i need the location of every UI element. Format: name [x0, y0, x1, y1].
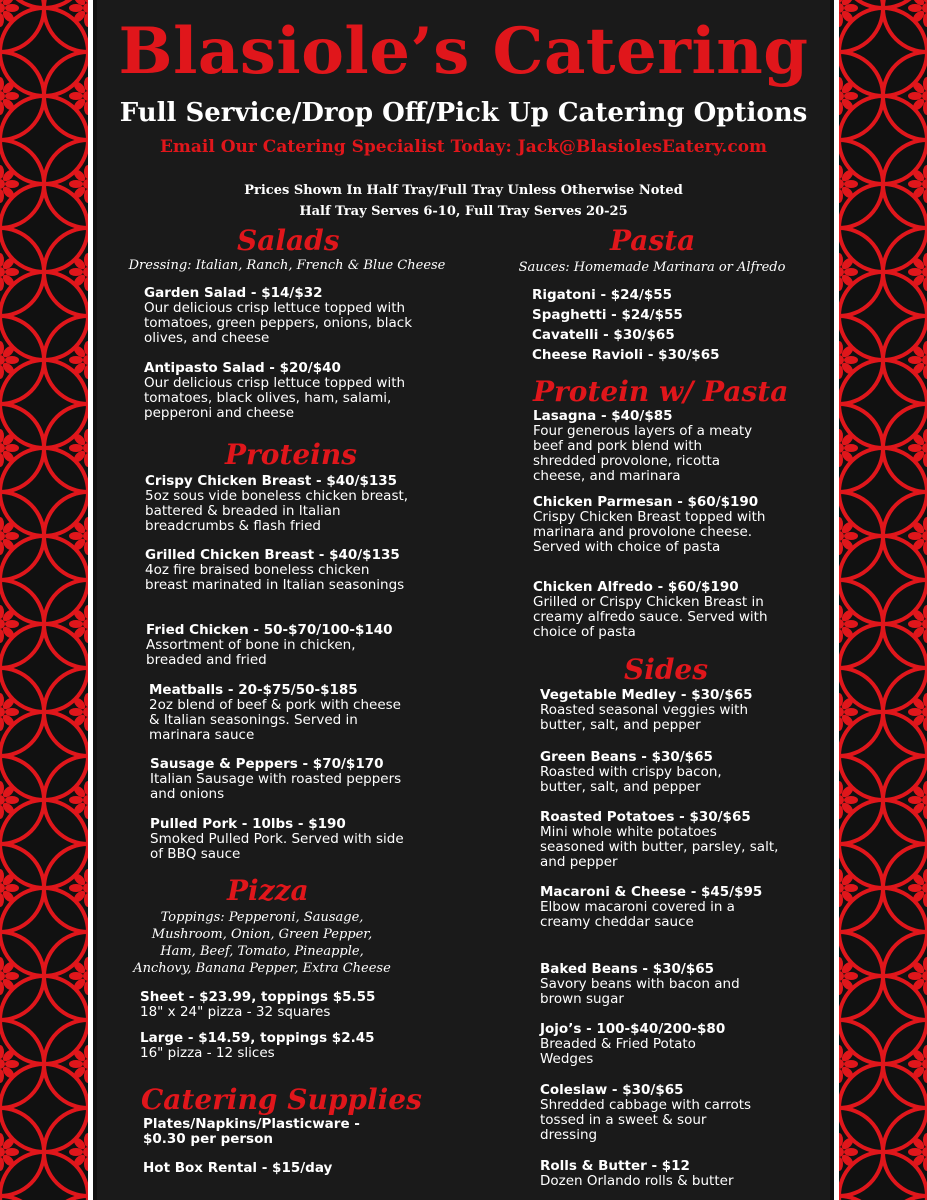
item-name: Lasagna - $40/$85: [533, 408, 673, 424]
menu-item: [533, 580, 768, 640]
menu-item: [140, 1031, 430, 1061]
menu-item: [149, 683, 414, 743]
item-desc: Our delicious crisp lettuce topped with tomatoes, black olives, ham, salami, pepperoni and cheese: [144, 375, 406, 421]
item-desc: 5oz sous vide boneless chicken breast, battered & breaded in Italian breadcrumbs & flash fried: [145, 488, 409, 534]
salads-dressing: Dressing: Italian, Ranch, French & Blue Cheese: [128, 258, 446, 273]
menu-item: [540, 810, 780, 870]
menu-item: [140, 990, 430, 1020]
frame-line-right: [834, 0, 839, 1200]
menu-item: [144, 286, 414, 346]
section-title-supplies: Catering Supplies: [141, 1083, 422, 1116]
item-name: Meatballs - 20-$75/50-$185: [149, 682, 358, 698]
menu-item: [143, 1117, 393, 1147]
menu-item: [533, 409, 753, 484]
section-title-pasta: Pasta: [610, 224, 696, 257]
menu-item: [540, 962, 785, 1007]
page-title: Blasiole’s Catering: [118, 14, 809, 89]
menu-item: [145, 548, 410, 593]
item-name: Garden Salad - $14/$32: [144, 285, 323, 301]
item-desc: Savory beans with bacon and brown sugar: [540, 976, 740, 1007]
price-note: Prices Shown In Half Tray/Full Tray Unless Otherwise Noted: [244, 183, 683, 198]
item-name: Fried Chicken - 50-$70/100-$140: [146, 622, 393, 638]
item-desc: 4oz fire braised boneless chicken breast marinated in Italian seasonings: [145, 562, 405, 593]
left-decorative-border: [0, 0, 88, 1200]
item-desc: 16" pizza - 12 slices: [140, 1045, 275, 1061]
item-desc: Four generous layers of a meaty beef and pork blend with shredded provolone, ricotta cheese, and marinara: [533, 423, 753, 484]
item-name: Jojo’s - 100-$40/200-$80: [540, 1021, 726, 1037]
item-desc: Crispy Chicken Breast topped with marinara and provolone cheese. Served with choice of pasta: [533, 509, 766, 555]
pizza-toppings: Toppings: Pepperoni, Sausage, Mushroom, Onion, Green Pepper, Ham, Beef, Tomato, Pineapple, Anchovy, Banana Pepper, Extra Cheese: [133, 910, 391, 976]
serving-note: Half Tray Serves 6-10, Full Tray Serves 20-25: [299, 204, 628, 219]
pasta-item: Cheese Ravioli - $30/$65: [532, 347, 720, 363]
item-name: Sheet - $23.99, toppings $5.55: [140, 989, 376, 1005]
item-name: Green Beans - $30/$65: [540, 749, 713, 765]
item-name: Plates/Napkins/Plasticware - $0.30 per person: [143, 1116, 360, 1147]
section-title-pizza: Pizza: [227, 874, 309, 907]
item-name: Chicken Alfredo - $60/$190: [533, 579, 739, 595]
menu-panel: [97, 0, 830, 1200]
item-desc: 18" x 24" pizza - 32 squares: [140, 1004, 331, 1020]
pasta-item: Cavatelli - $30/$65: [532, 327, 675, 343]
item-name: Hot Box Rental - $15/day: [143, 1160, 333, 1176]
pasta-item: Spaghetti - $24/$55: [532, 307, 683, 323]
section-title-protein-pasta: Protein w/ Pasta: [533, 375, 789, 408]
item-name: Roasted Potatoes - $30/$65: [540, 809, 751, 825]
item-name: Rolls & Butter - $12: [540, 1158, 690, 1174]
item-desc: Breaded & Fried Potato Wedges: [540, 1036, 696, 1067]
item-name: Chicken Parmesan - $60/$190: [533, 494, 759, 510]
item-name: Sausage & Peppers - $70/$170: [150, 756, 384, 772]
item-desc: Mini whole white potatoes seasoned with butter, parsley, salt, and pepper: [540, 824, 779, 870]
item-name: Pulled Pork - 10lbs - $190: [150, 816, 346, 832]
item-desc: Assortment of bone in chicken, breaded and fried: [146, 637, 356, 668]
pattern-right: [839, 0, 927, 1200]
menu-item: [540, 1159, 790, 1189]
pasta-sauces: Sauces: Homemade Marinara or Alfredo: [518, 260, 786, 275]
menu-item: [533, 495, 773, 555]
page-subtitle: Full Service/Drop Off/Pick Up Catering Options: [119, 98, 808, 128]
item-desc: 2oz blend of beef & pork with cheese & Italian seasonings. Served in marinara sauce: [149, 697, 401, 743]
item-desc: Elbow macaroni covered in a creamy cheddar sauce: [540, 899, 735, 930]
menu-item: [540, 885, 780, 930]
menu-item: [143, 1161, 393, 1176]
section-title-sides: Sides: [624, 653, 709, 686]
menu-item: [144, 361, 414, 421]
menu-item: [540, 1022, 740, 1067]
item-desc: Roasted with crispy bacon, butter, salt, and pepper: [540, 764, 722, 795]
frame-line-left: [88, 0, 93, 1200]
menu-item: [145, 474, 410, 534]
menu-item: [540, 1083, 760, 1143]
item-desc: Grilled or Crispy Chicken Breast in creamy alfredo sauce. Served with choice of pasta: [533, 594, 768, 640]
menu-item: [540, 750, 770, 795]
item-desc: Dozen Orlando rolls & butter: [540, 1173, 734, 1189]
item-name: Vegetable Medley - $30/$65: [540, 687, 753, 703]
item-name: Grilled Chicken Breast - $40/$135: [145, 547, 400, 563]
email-line: Email Our Catering Specialist Today: Jack@BlasiolesEatery.com: [159, 137, 768, 157]
item-desc: Smoked Pulled Pork. Served with side of BBQ sauce: [150, 831, 404, 862]
menu-item: [150, 817, 415, 862]
menu-item: [540, 688, 785, 733]
item-name: Large - $14.59, toppings $2.45: [140, 1030, 375, 1046]
pasta-item: Rigatoni - $24/$55: [532, 287, 673, 303]
menu-item: [146, 623, 411, 668]
right-decorative-border: [839, 0, 927, 1200]
item-desc: Our delicious crisp lettuce topped with tomatoes, green peppers, onions, black olives, and cheese: [144, 300, 413, 346]
item-name: Crispy Chicken Breast - $40/$135: [145, 473, 398, 489]
item-name: Antipasto Salad - $20/$40: [144, 360, 341, 376]
menu-item: [150, 757, 415, 802]
item-desc: Roasted seasonal veggies with butter, salt, and pepper: [540, 702, 749, 733]
section-title-salads: Salads: [237, 224, 340, 257]
item-name: Macaroni & Cheese - $45/$95: [540, 884, 763, 900]
item-name: Baked Beans - $30/$65: [540, 961, 715, 977]
pattern-left: [0, 0, 88, 1200]
item-desc: Italian Sausage with roasted peppers and onions: [150, 771, 402, 802]
item-desc: Shredded cabbage with carrots tossed in a sweet & sour dressing: [540, 1097, 752, 1143]
section-title-proteins: Proteins: [225, 438, 357, 471]
item-name: Coleslaw - $30/$65: [540, 1082, 684, 1098]
